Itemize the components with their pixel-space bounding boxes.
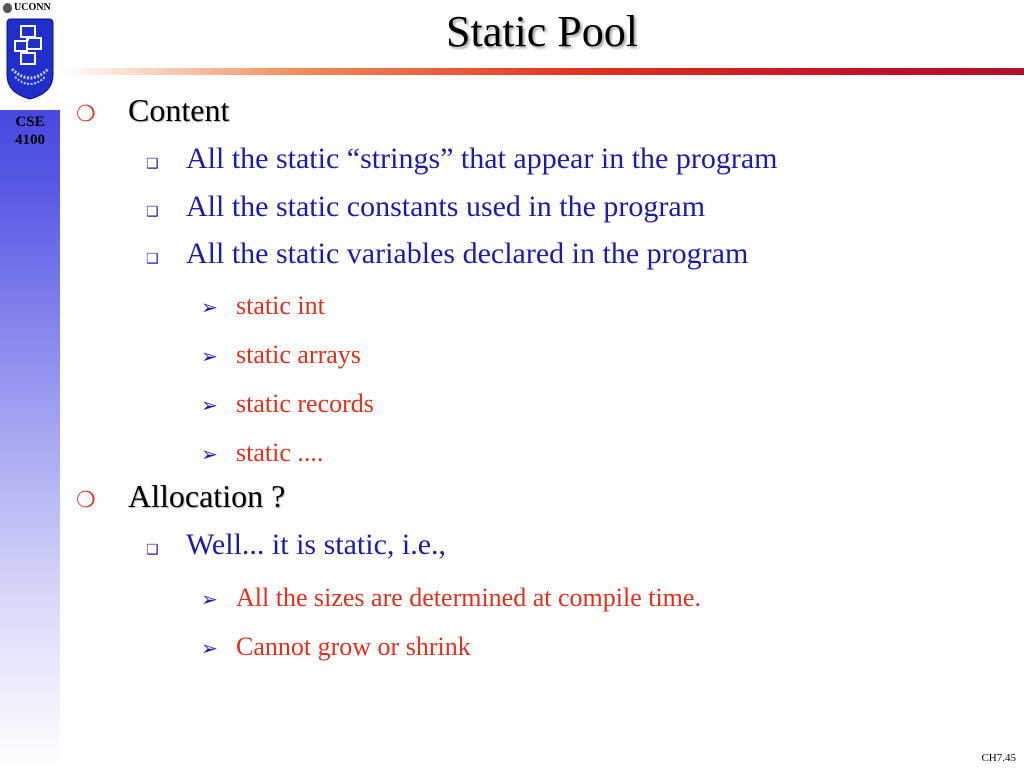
hollow-square-bullet-icon: ❑ [146,251,159,267]
department-logo-icon [3,17,57,101]
list-item-text: Well... it is static, i.e., [186,528,447,561]
arrowhead-bullet-icon: ➢ [201,344,218,368]
sub-list-item [201,632,471,662]
hollow-square-bullet-icon: ❑ [146,542,159,558]
arrowhead-bullet-icon: ➢ [201,295,218,319]
list-item [146,528,446,562]
slide-number: CH7.45 [981,752,1016,764]
institution-name: UCONN [14,2,51,13]
hollow-square-bullet-icon: ❑ [146,156,159,172]
sub-list-item [201,389,374,419]
sidebar [0,0,60,768]
uconn-logo [3,2,51,13]
list-item-text: All the static “strings” that appear in the program [186,142,778,175]
bullet-label: Content [128,92,230,128]
slide-title: Static Pool [446,7,638,56]
sub-list-item [201,438,323,468]
arrowhead-bullet-icon: ➢ [201,393,218,417]
bullet-content [76,92,229,129]
seal-icon [3,3,12,13]
sub-list-item-text: Cannot grow or shrink [236,632,471,661]
hollow-circle-bullet-icon: ❍ [76,488,96,513]
sub-list-item-text: static records [236,389,374,418]
list-item-text: All the static constants used in the program [186,190,706,223]
sub-list-item-text: static int [236,291,325,320]
hollow-circle-bullet-icon: ❍ [76,102,96,127]
list-item-text: All the static variables declared in the program [186,237,749,270]
course-number: 4100 [15,132,45,148]
sub-list-item [201,340,361,370]
sub-list-item-text: static arrays [236,340,361,369]
sub-list-item [201,583,701,613]
title-divider [60,68,1024,75]
arrowhead-bullet-icon: ➢ [201,442,218,466]
list-item [146,190,705,224]
sub-list-item-text: All the sizes are determined at compile time. [236,583,701,612]
bullet-label: Allocation ? [128,478,286,514]
sub-list-item [201,291,325,321]
arrowhead-bullet-icon: ➢ [201,636,218,660]
sub-list-item-text: static .... [236,438,324,467]
list-item [146,142,777,176]
list-item [146,237,748,271]
hollow-square-bullet-icon: ❑ [146,204,159,220]
bullet-allocation [76,478,285,515]
course-code [0,113,60,149]
arrowhead-bullet-icon: ➢ [201,587,218,611]
course-subject: CSE [15,114,45,130]
